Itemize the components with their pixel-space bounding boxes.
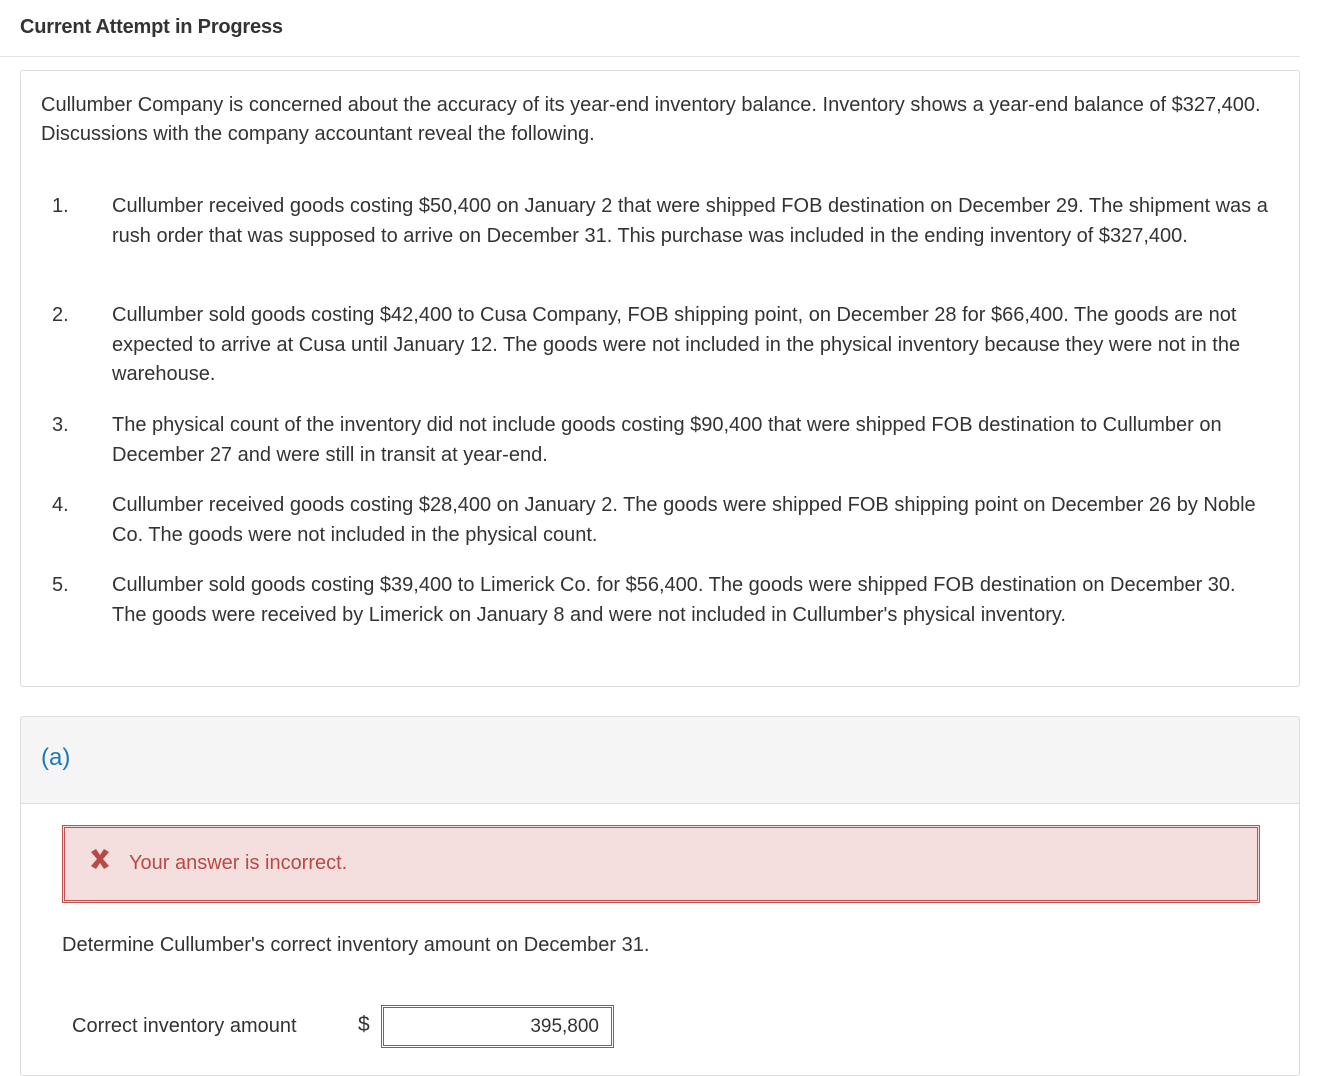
x-mark-icon — [87, 846, 113, 872]
answer-row — [72, 1003, 672, 1049]
part-a-label: (a) — [41, 744, 71, 771]
item-text: Cullumber received goods costing $28,400 on January 2. The goods were shipped FOB shipping point on December 26 by Noble Co. The goods were not included in the physical count. — [112, 494, 1256, 546]
item-number: 3. — [52, 414, 69, 436]
problem-intro: Cullumber Company is concerned about the accuracy of its year-end inventory balance. Inventory shows a year-end balance of $327,400. Discussions with the company accountant reveal the following. — [41, 94, 1261, 145]
problem-statement-card — [20, 70, 1300, 687]
page-header — [0, 0, 1300, 57]
page-title: Current Attempt in Progress — [20, 16, 283, 38]
feedback-message: Your answer is incorrect. — [129, 852, 348, 874]
answer-label: Correct inventory amount — [72, 1015, 297, 1037]
item-text: Cullumber received goods costing $50,400 on January 2 that were shipped FOB destination on December 29. The shipment was a rush order that was supposed to arrive on December 31. This purchase was included in the ending inventory of $327,400. — [112, 195, 1268, 247]
item-text: Cullumber sold goods costing $42,400 to Cusa Company, FOB shipping point, on December 28 for $66,400. The goods are not expected to arrive at Cusa until January 12. The goods were not included in the physical inventory because they were not in the warehouse. — [112, 304, 1241, 385]
part-a-header — [21, 717, 1299, 804]
item-number: 1. — [52, 195, 69, 217]
item-text: Cullumber sold goods costing $39,400 to Limerick Co. for $56,400. The goods were shipped FOB destination on December 30. The goods were received by Limerick on January 8 and were not included in Cullumber's physical inventory. — [112, 574, 1236, 626]
item-text: The physical count of the inventory did not include goods costing $90,400 that were shipped FOB destination to Cullumber on December 27 and were still in transit at year-end. — [112, 414, 1222, 466]
item-number: 2. — [52, 304, 69, 326]
question-instruction: Determine Cullumber's correct inventory amount on December 31. — [62, 934, 650, 956]
inventory-amount-input[interactable] — [381, 1005, 614, 1048]
item-number: 5. — [52, 574, 69, 596]
currency-symbol: $ — [358, 1013, 370, 1036]
item-number: 4. — [52, 494, 69, 516]
feedback-error-box — [62, 825, 1260, 903]
part-a-card — [20, 716, 1300, 1076]
